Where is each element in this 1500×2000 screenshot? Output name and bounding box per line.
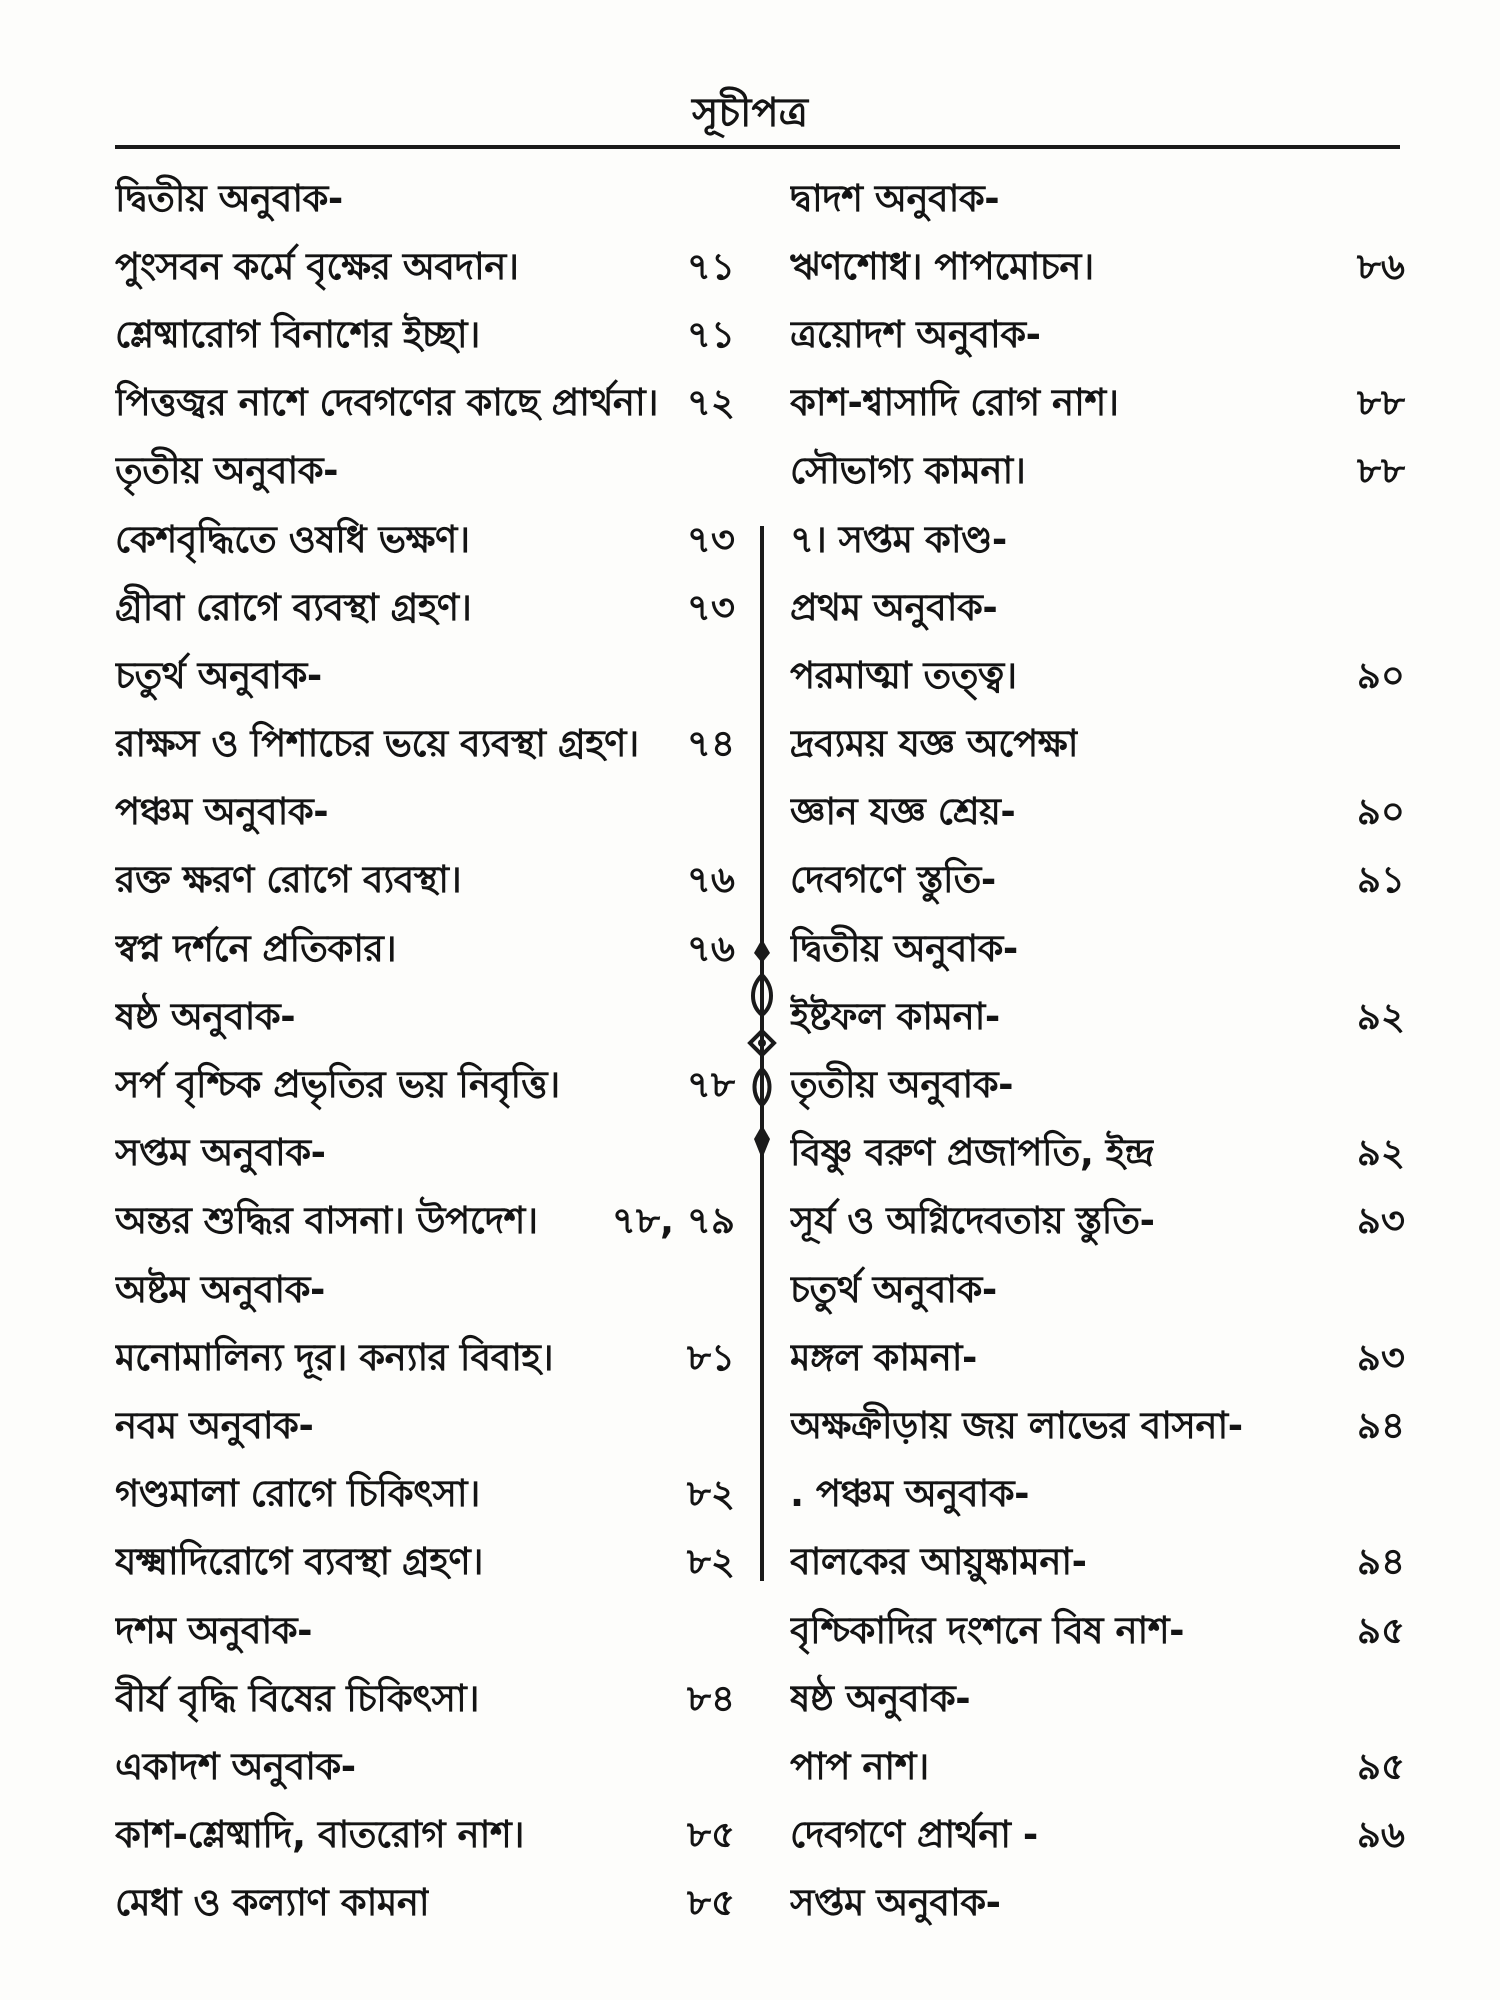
- toc-entry-label: দ্বিতীয় অনুবাক-: [115, 176, 343, 220]
- toc-entry: [790, 1393, 1405, 1461]
- toc-entry-page-number: ৮৮: [1356, 449, 1405, 493]
- toc-entry-label: রক্ত ক্ষরণ রোগে ব্যবস্থা।: [115, 858, 462, 902]
- toc-entry: [790, 166, 1405, 234]
- toc-entry: [115, 916, 735, 984]
- toc-entry: [790, 1189, 1405, 1257]
- toc-entry-label: পঞ্চম অনুবাক-: [115, 790, 329, 834]
- toc-entry-page-number: ৮১: [686, 1335, 735, 1379]
- toc-entry-label: অষ্টম অনুবাক-: [115, 1267, 325, 1311]
- toc-entry-page-number: ৯১: [1356, 858, 1405, 902]
- toc-entry-page-number: ৮৫: [686, 1813, 735, 1857]
- toc-entry-label: দ্বাদশ অনুবাক-: [790, 176, 1000, 220]
- toc-entry-label: পিত্তজ্বর নাশে দেবগণের কাছে প্রার্থনা।: [115, 381, 658, 425]
- toc-entry: [790, 643, 1405, 711]
- toc-entry-label: শ্লেষ্মারোগ বিনাশের ইচ্ছা।: [115, 312, 480, 356]
- page-title: সূচীপত্র: [692, 90, 808, 136]
- toc-entry: [790, 1257, 1405, 1325]
- toc-entry-page-number: ৯২: [1356, 1131, 1405, 1175]
- toc-entry: [790, 712, 1405, 780]
- toc-entry: [790, 1052, 1405, 1120]
- toc-entry-label: কাশ-শ্বাসাদি রোগ নাশ।: [790, 381, 1119, 425]
- toc-entry: [790, 1462, 1405, 1530]
- toc-entry-label: দ্বিতীয় অনুবাক-: [790, 926, 1018, 970]
- toc-entry-page-number: ৯৪: [1356, 1540, 1405, 1584]
- toc-entry-label: কেশবৃদ্ধিতে ওষধি ভক্ষণ।: [115, 517, 470, 561]
- toc-entry-label: মঙ্গল কামনা-: [790, 1335, 977, 1379]
- toc-entry-label: যক্ষ্মাদিরোগে ব্যবস্থা গ্রহণ।: [115, 1540, 483, 1584]
- toc-entry: [790, 1666, 1405, 1734]
- toc-entry-page-number: ৭৪: [686, 722, 735, 766]
- toc-entry: [790, 1598, 1405, 1666]
- toc-entry: [115, 371, 735, 439]
- toc-entry-label: সর্প বৃশ্চিক প্রভৃতির ভয় নিবৃত্তি।: [115, 1063, 560, 1107]
- toc-entry-label: চতুর্থ অনুবাক-: [790, 1267, 997, 1311]
- toc-entry: [115, 712, 735, 780]
- toc-entry: [790, 1871, 1405, 1939]
- toc-entry: [790, 916, 1405, 984]
- toc-entry: [790, 1121, 1405, 1189]
- toc-entry-label: সপ্তম অনুবাক-: [790, 1881, 1001, 1925]
- toc-entry: [790, 1734, 1405, 1802]
- toc-entry: [115, 507, 735, 575]
- toc-entry: [115, 643, 735, 711]
- toc-entry: [115, 1462, 735, 1530]
- toc-entry: [790, 1530, 1405, 1598]
- toc-entry-page-number: ৮৫: [686, 1881, 735, 1925]
- toc-entry: [790, 984, 1405, 1052]
- toc-entry: [115, 1052, 735, 1120]
- toc-entry-label: চতুর্থ অনুবাক-: [115, 653, 322, 697]
- toc-entry: [115, 234, 735, 302]
- toc-entry: [115, 1393, 735, 1461]
- toc-entry-page-number: ৯২: [1356, 994, 1405, 1038]
- toc-entry-label: গণ্ডমালা রোগে চিকিৎসা।: [115, 1472, 480, 1516]
- toc-entry: [115, 1530, 735, 1598]
- toc-entry-page-number: ৯৫: [1356, 1608, 1405, 1652]
- toc-entry-page-number: ৯০: [1356, 653, 1405, 697]
- toc-entry: [115, 848, 735, 916]
- toc-entry-label: দ্রব্যময় যজ্ঞ অপেক্ষা: [790, 722, 1078, 766]
- toc-entry-page-number: ৮৮: [1356, 381, 1405, 425]
- toc-entry-label: ষষ্ঠ অনুবাক-: [790, 1676, 971, 1720]
- toc-entry: [115, 1803, 735, 1871]
- toc-entry-label: অন্তর শুদ্ধির বাসনা। উপদেশ।: [115, 1199, 538, 1243]
- toc-entry-label: ৭। সপ্তম কাণ্ড-: [790, 517, 1007, 561]
- toc-entry: [790, 1325, 1405, 1393]
- toc-entry-page-number: ৭৮, ৭৯: [611, 1199, 735, 1243]
- toc-entry-label: বীর্য বৃদ্ধি বিষের চিকিৎসা।: [115, 1676, 479, 1720]
- toc-entry: [115, 575, 735, 643]
- toc-entry-page-number: ৭৮: [686, 1063, 735, 1107]
- toc-entry: [115, 1189, 735, 1257]
- toc-entry-label: সূর্য ও অগ্নিদেবতায় স্তুতি-: [790, 1199, 1155, 1243]
- header-rule: [115, 145, 1400, 149]
- left-column: [115, 166, 735, 1939]
- toc-entry-label: অক্ষক্রীড়ায় জয় লাভের বাসনা-: [790, 1403, 1243, 1447]
- toc-entry: [790, 302, 1405, 370]
- toc-entry: [115, 1257, 735, 1325]
- toc-entry-page-number: ৭১: [686, 244, 735, 288]
- toc-entry-label: নবম অনুবাক-: [115, 1403, 314, 1447]
- toc-entry-page-number: ৯৩: [1356, 1199, 1405, 1243]
- toc-entry-page-number: ৮৪: [686, 1676, 735, 1720]
- toc-entry: [790, 439, 1405, 507]
- toc-entry-label: রাক্ষস ও পিশাচের ভয়ে ব্যবস্থা গ্রহণ।: [115, 722, 639, 766]
- toc-entry: [115, 1325, 735, 1393]
- toc-entry: [790, 234, 1405, 302]
- toc-entry-page-number: ৭২: [686, 381, 735, 425]
- toc-entry-page-number: ৯৫: [1356, 1744, 1405, 1788]
- toc-entry-label: বালকের আয়ুষ্কামনা-: [790, 1540, 1087, 1584]
- toc-entry-label: . পঞ্চম অনুবাক-: [790, 1472, 1030, 1516]
- toc-entry-label: দশম অনুবাক-: [115, 1608, 312, 1652]
- toc-entry: [115, 780, 735, 848]
- toc-entry: [115, 439, 735, 507]
- toc-entry: [790, 575, 1405, 643]
- toc-entry: [790, 371, 1405, 439]
- toc-entry-page-number: ৯৩: [1356, 1335, 1405, 1379]
- toc-entry-label: কাশ-শ্লেষ্মাদি, বাতরোগ নাশ।: [115, 1813, 524, 1857]
- toc-entry: [115, 166, 735, 234]
- toc-entry-page-number: ৭৩: [686, 585, 735, 629]
- toc-entry-label: ত্রয়োদশ অনুবাক-: [790, 312, 1041, 356]
- toc-entry-label: তৃতীয় অনুবাক-: [790, 1063, 1013, 1107]
- toc-entry: [115, 1871, 735, 1939]
- toc-entry-page-number: ৯৪: [1356, 1403, 1405, 1447]
- toc-entry-label: একাদশ অনুবাক-: [115, 1744, 356, 1788]
- toc-entry-page-number: ৯৬: [1356, 1813, 1405, 1857]
- toc-entry: [115, 302, 735, 370]
- toc-entry: [790, 1803, 1405, 1871]
- toc-entry-label: স্বপ্ন দর্শনে প্রতিকার।: [115, 926, 397, 970]
- toc-entry-label: ঋণশোধ। পাপমোচন।: [790, 244, 1094, 288]
- toc-entry-label: সৌভাগ্য কামনা।: [790, 449, 1026, 493]
- toc-entry-label: মেধা ও কল্যাণ কামনা: [115, 1881, 430, 1925]
- toc-entry-label: বৃশ্চিকাদির দংশনে বিষ নাশ-: [790, 1608, 1185, 1652]
- toc-entry-label: ইষ্টফল কামনা-: [790, 994, 1000, 1038]
- toc-entry: [790, 507, 1405, 575]
- divider-ornament: [740, 935, 784, 1165]
- toc-entry-label: সপ্তম অনুবাক-: [115, 1131, 326, 1175]
- toc-entry-page-number: ৮২: [686, 1472, 735, 1516]
- toc-entry-label: গ্রীবা রোগে ব্যবস্থা গ্রহণ।: [115, 585, 472, 629]
- toc-entry: [115, 1598, 735, 1666]
- toc-entry-page-number: ৮২: [686, 1540, 735, 1584]
- toc-entry-page-number: ৭৩: [686, 517, 735, 561]
- toc-entry-page-number: ৯০: [1356, 790, 1405, 834]
- toc-entry-page-number: ৭৬: [686, 926, 735, 970]
- toc-entry-label: মনোমালিন্য দূর। কন্যার বিবাহ।: [115, 1335, 554, 1379]
- toc-entry-page-number: ৭১: [686, 312, 735, 356]
- toc-entry-label: পাপ নাশ।: [790, 1744, 929, 1788]
- toc-entry: [115, 1666, 735, 1734]
- toc-entry-label: জ্ঞান যজ্ঞ শ্রেয়-: [790, 790, 1016, 834]
- toc-entry-label: দেবগণে স্তুতি-: [790, 858, 996, 902]
- toc-entry: [115, 984, 735, 1052]
- right-column: [790, 166, 1405, 1939]
- toc-entry-label: পুংসবন কর্মে বৃক্ষের অবদান।: [115, 244, 519, 288]
- toc-entry-label: তৃতীয় অনুবাক-: [115, 449, 338, 493]
- toc-entry: [790, 780, 1405, 848]
- toc-entry-label: প্রথম অনুবাক-: [790, 585, 998, 629]
- toc-entry-page-number: ৭৬: [686, 858, 735, 902]
- toc-entry-label: ষষ্ঠ অনুবাক-: [115, 994, 296, 1038]
- toc-entry: [790, 848, 1405, 916]
- toc-entry-label: দেবগণে প্রার্থনা -: [790, 1813, 1038, 1857]
- toc-entry-label: পরমাত্মা তত্ত্ব।: [790, 653, 1017, 697]
- toc-entry-page-number: ৮৬: [1356, 244, 1405, 288]
- toc-entry: [115, 1121, 735, 1189]
- toc-entry: [115, 1734, 735, 1802]
- toc-entry-label: বিষ্ণু বরুণ প্রজাপতি, ইন্দ্র: [790, 1131, 1154, 1175]
